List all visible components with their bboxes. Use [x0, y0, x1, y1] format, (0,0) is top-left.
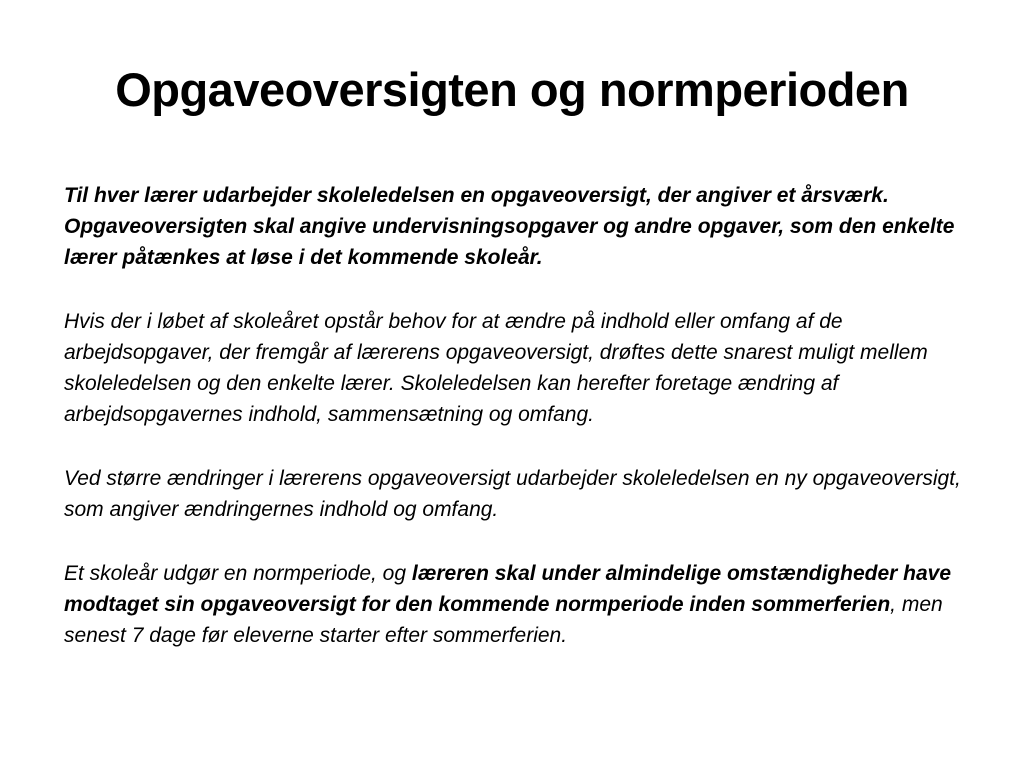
paragraph-stoerre-aendringer: Ved større ændringer i lærerens opgaveoversigt udarbejder skoleledelsen en ny opgaveoversigt, som angiver ændringernes indhold og omfang.	[64, 467, 961, 521]
paragraph-normperiode-start: Et skoleår udgør en normperiode, og	[64, 562, 412, 585]
paragraph-aendring: Hvis der i løbet af skoleåret opstår behov for at ændre på indhold eller omfang af de arbejdsopgaver, der fremgår af lærerens opgaveoversigt, drøftes dette snarest muligt mellem skoleledelsen og den enkelte lærer. Skoleledelsen kan herefter foretage ændring af arbejdsopgavernes indhold, sammensætning og omfang.	[64, 310, 928, 426]
slide-body	[64, 180, 969, 684]
slide-title: Opgaveoversigten og normperioden	[115, 63, 909, 116]
paragraph-normperiode-end: , men senest 7 dage før eleverne starter efter sommerferien.	[64, 593, 943, 647]
paragraph-normperiode-emphasis: læreren skal under almindelige omstændigheder have modtaget sin opgaveoversigt for den kommende normperiode inden sommerferien	[64, 562, 952, 616]
paragraph-normperiode	[64, 558, 969, 651]
paragraph-opgaveoversigt: Til hver lærer udarbejder skoleledelsen en opgaveoversigt, der angiver et årsværk. Opgaveoversigten skal angive undervisningsopgaver og andre opgaver, som den enkelte lærer påtænkes at løse i det kommende skoleår.	[64, 184, 955, 269]
